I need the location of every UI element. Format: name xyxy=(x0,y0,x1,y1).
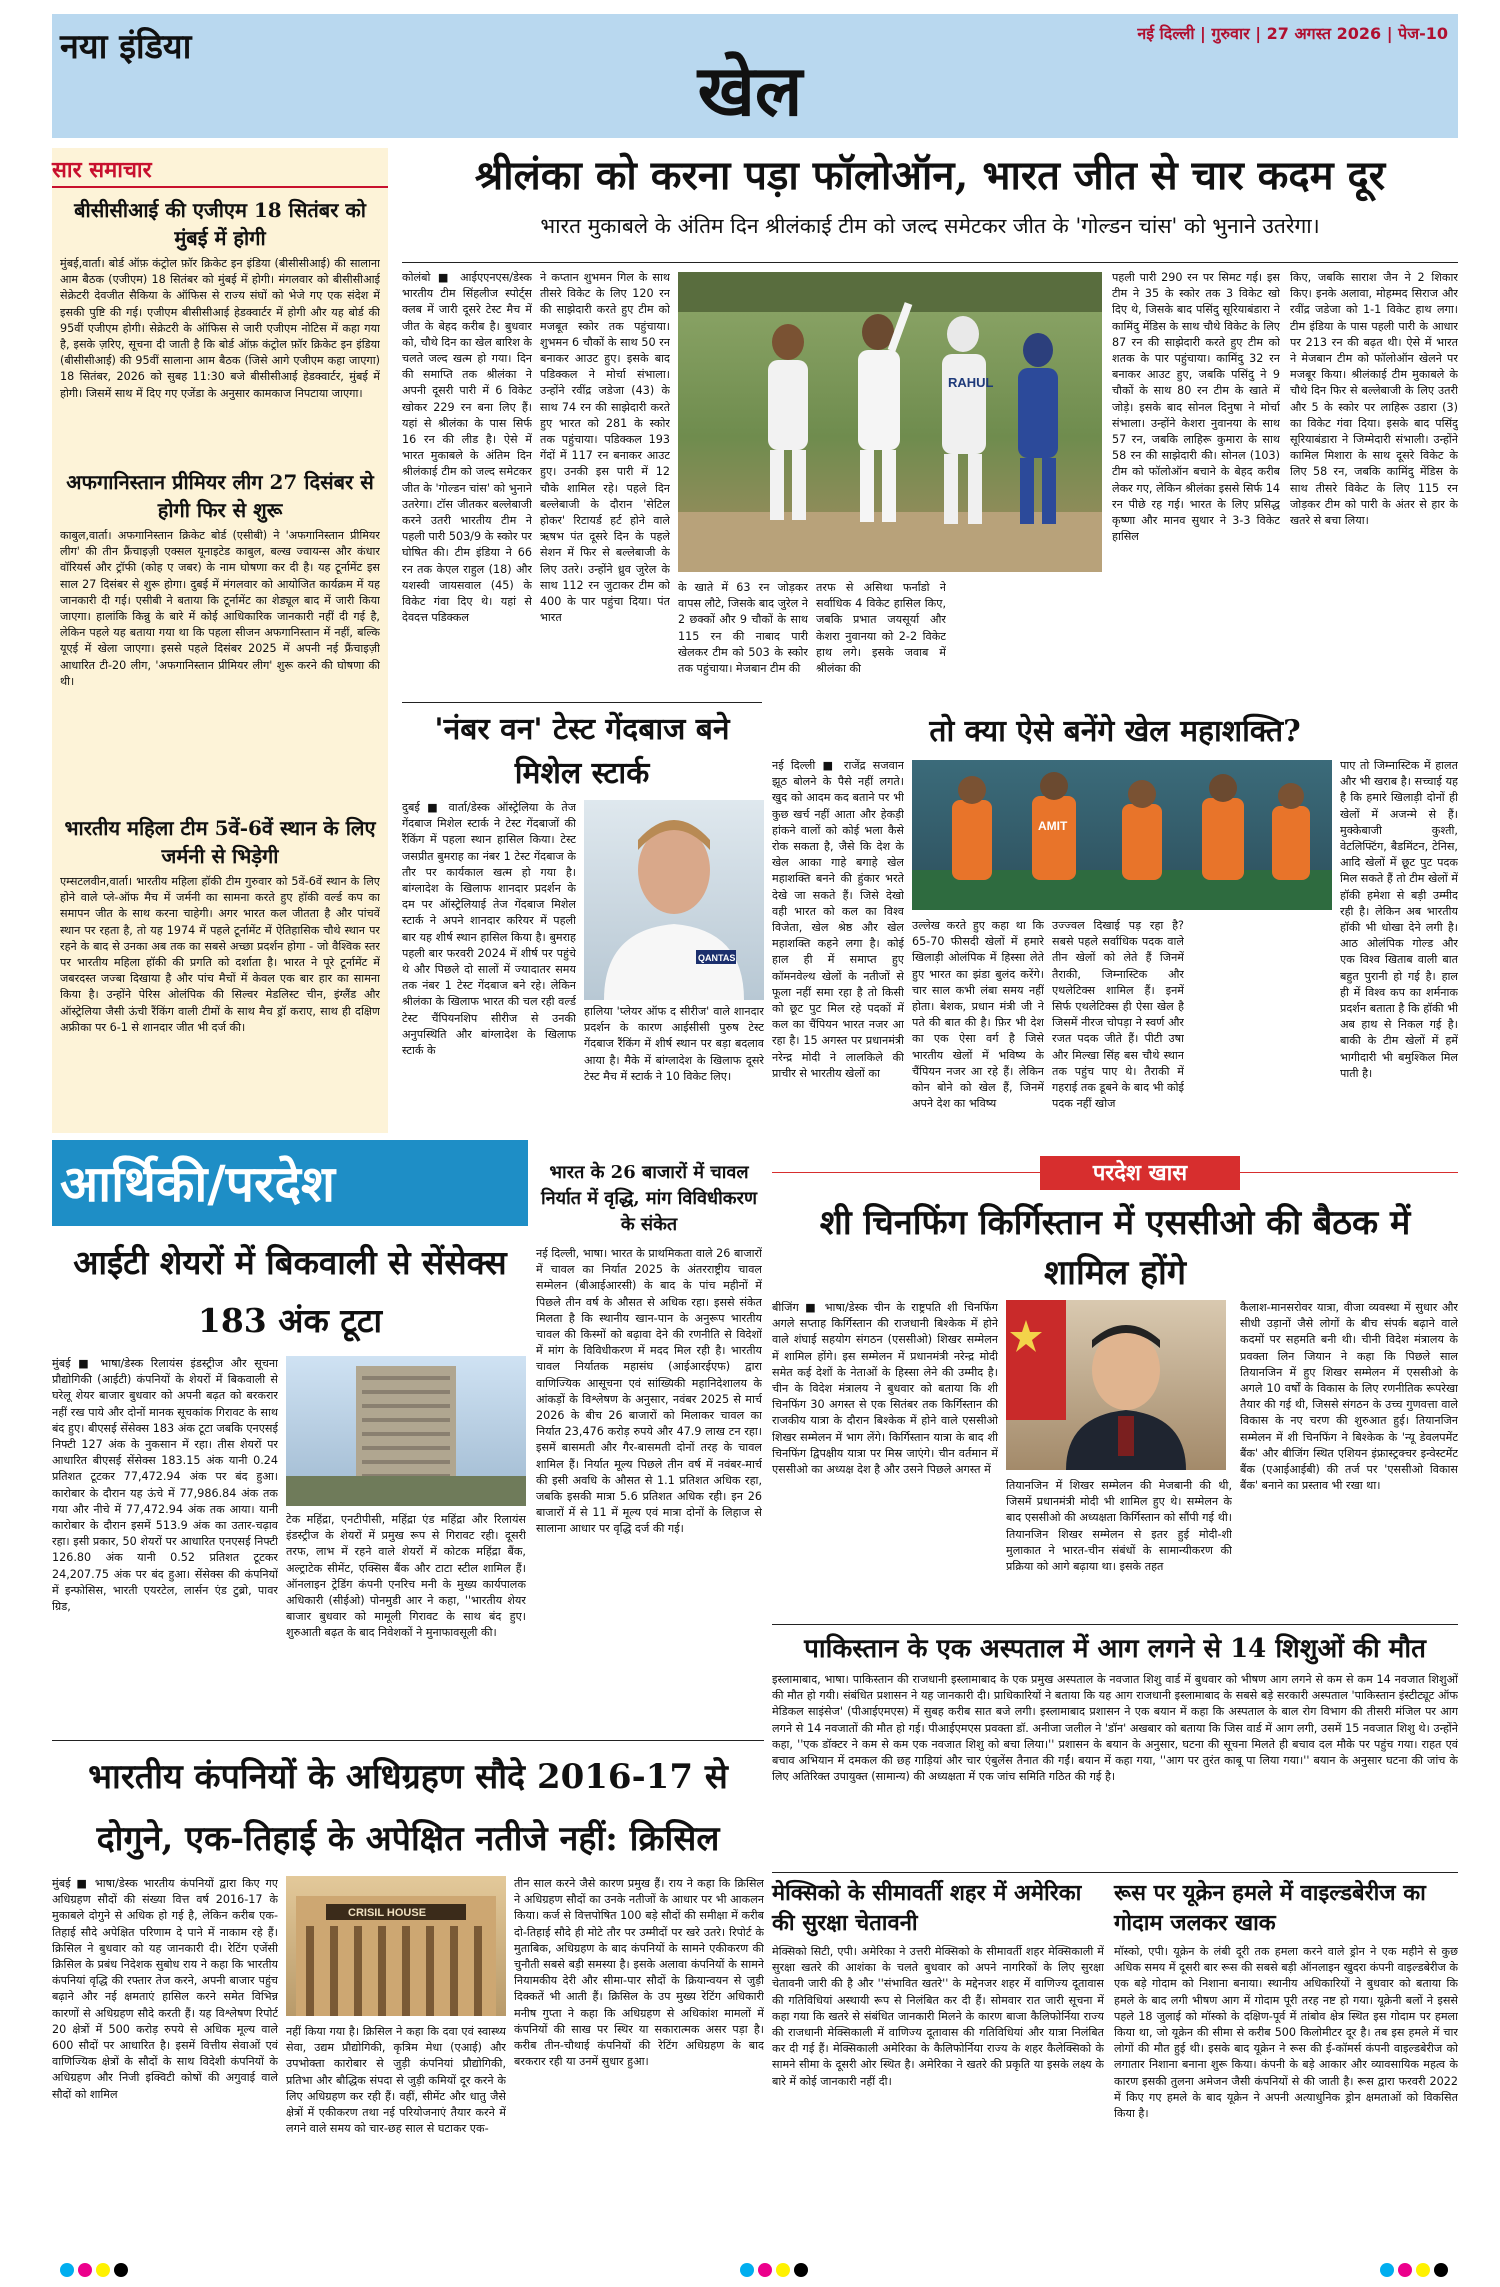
mahashakti-col-2: उल्लेख करते हुए कहा था कि 65-70 फीसदी खेलों में हमारे खिलाड़ी ओलंपिक में हिस्सा लेते हुए भारत का झंडा बुलंद करेंगे। चार साल कभी लंबा समय नहीं होता। बेशक, प्रधान मंत्री जी ने पते की बात की है। फ़िर भी देश का एक ऐसा वर्ग है जिसे भारतीय खेलों में भविष्य के चैंपियन नजर आ रहे हैं। लेकिन कोन बोने को खेल हैं, जिनमें अपने देश का भविष्य xyxy=(912,919,1044,1111)
masthead-logo: नया इंडिया xyxy=(60,27,192,67)
city: नई दिल्ली xyxy=(1137,24,1195,43)
bowler-portrait-illustration xyxy=(584,800,764,1000)
mexico-body: मेक्सिको सिटी, एपी। अमेरिका ने उत्तरी मेक्सिको के सीमावर्ती शहर मेक्सिकाली में सुरक्षा खतरे की आशंका के चलते बुधवार को अपने नागरिकों के लिए सुरक्षा चेतावनी जारी की है और ''संभावित खतरे'' के मद्देनजर शहर में वाणिज्य दूतावास की गतिविधियां अस्थायी रूप से निलंबित कर दी हैं। सोमवार रात जारी सूचना में कहा गया कि खतरे से संबंधित जानकारी मिलने के कारण बाजा कैलिफोर्निया राज्य की राजधानी मेक्सिकाली में वाणिज्य दूतावास की गतिविधियां और यात्रा निलंबित कर दी गई हैं। मेक्सिकाली अमेरिका के कैलिफोर्निया राज्य के शहर कैलेक्सिको के सामने सीमा के दूसरी ओर स्थित है। अमेरिका ने खतरे की प्रकृति या इसके लक्ष्य के बारे में कोई जानकारी नहीं दी। xyxy=(772,1945,1104,2088)
pakistan-headline: पाकिस्तान के एक अस्पताल में आग लगने से 14 शिशुओं की मौत xyxy=(804,1634,1426,1664)
lead-col-3: के खाते में 63 रन जोड़कर वापस लौटे, जिसके बाद जुरेल ने 2 छक्कों और 9 चौकों के साथ 115 रन की नाबाद पारी खेलकर टीम को 503 के स्कोर तक पहुंचाया। मेजबान टीम की xyxy=(678,581,808,676)
brief-headline-3: भारतीय महिला टीम 5वें-6वें स्थान के लिए जर्मनी से भिड़ेगी xyxy=(64,816,376,868)
sponsor-logo-text: QANTAS xyxy=(698,953,736,963)
sensex-col-1: मुंबई ■ भाषा/डेस्क रिलायंस इंडस्ट्रीज और सूचना प्रौद्योगिकी (आईटी) कंपनियों के शेयरों में बिकवाली से घरेलू शेयर बाजार बुधवार को अपनी बढ़त को बरकरार नहीं रख पाये और दोनों मानक सूचकांक गिरावट के साथ बंद हुए। बीएसई सेंसेक्स 183 अंक टूटा जबकि एनएसई निफ्टी 127 अंक के नुकसान में रहा। तीस शेयरों पर आधारित बीएसई सेंसेक्स 183.15 अंक यानी 0.24 प्रतिशत टूटकर 77,472.94 अंक पर बंद हुआ। कारोबार के दौरान यह ऊंचे में 77,986.84 अंक तक गया और नीचे में 77,472.94 अंक तक आया। यानी कारोबार के दौरान इसमें 513.9 अंक का उतार-चढ़ाव रहा। इसी प्रकार, 50 शेयरों पर आधारित एनएसई निफ्टी 126.80 अंक यानी 0.52 प्रतिशत टूटकर 24,207.75 अंक पर बंद हुआ। सेंसेक्स की कंपनियों में इन्फोसिस, भारती एयरटेल, लार्सन एंड टुब्रो, पावर ग्रिड, xyxy=(52,1357,278,1614)
crisil-col-1: मुंबई ■ भाषा/डेस्क भारतीय कंपनियों द्वारा किए गए अधिग्रहण सौदों की संख्या वित्त वर्ष 2016-17 के मुकाबले दोगुने से अधिक हो गई है, लेकिन करीब एक-तिहाई सौदे अपेक्षित परिणाम दे पाने में नाकाम रहे हैं। क्रिसिल ने बुधवार को यह जानकारी दी। रेटिंग एजेंसी क्रिसिल के प्रबंध निदेशक सुबोध राय ने कहा कि भारतीय कंपनियां वृद्धि की रफ्तार तेज करने, अपनी बाजार पहुंच बढ़ाने और नई क्षमताएं हासिल करने समेत विभिन्न कारणों से अधिग्रहण सौदे करती हैं। यह विश्लेषण रिपोर्ट 20 क्षेत्रों में 500 करोड़ रुपये से अधिक मूल्य वाले 600 सौदों पर आधारित है। इसमें वित्तीय सेवाओं एवं वाणिज्यिक क्षेत्रों के सौदों के साथ विदेशी कंपनियों के अधिग्रहण और निजी इक्विटी कोषों की अगुवाई वाले सौदों को शामिल xyxy=(52,1877,278,2101)
page-info: नई दिल्ली | गुरुवार | 27 अगस्त 2026 | पेज-10 xyxy=(1137,24,1448,43)
lead-col-4: तरफ से असिथा फर्नांडो ने सर्वाधिक 4 विकेट हासिल किए, जबकि प्रभात जयसूर्या और केशरा नुवानया को 2-2 विकेट हाथ लगे। इसके जवाब में श्रीलंका की xyxy=(816,581,946,676)
bottom-rule xyxy=(772,1872,1458,1873)
cricket-players-illustration xyxy=(678,272,1102,572)
brief-body-3: एम्सटलवीन,वार्ता। भारतीय महिला हॉकी टीम गुरुवार को 5वें-6वें स्थान के लिए होने वाले प्ले-ऑफ मैच में जर्मनी का सामना करते हुए हॉकी वर्ल्ड कप का समापन जीत के साथ करना चाहेगी। अगर भारत कल जीतता है और पांचवें स्थान पर रहता है, तो यह 1974 में पहले टूर्नामेंट में ऐतिहासिक चौथे स्थान पर रहने के बाद से उनका अब तक का सबसे अच्छा प्रदर्शन होगा - जो वैश्विक स्तर पर भारतीय महिला हॉकी की प्रगति को दर्शाता है। भारत ने पूरे टूर्नामेंट में जबरदस्त जज्बा दिखाया है और पांच मैचों में केवल एक बार हार का सामना किया है। उन्होंने पेरिस ओलंपिक की सिल्वर मेडलिस्ट चीन, इंग्लैंड और ऑस्ट्रेलिया जैसी ऊंची रैंकिंग वाली टीमों के साथ मैच ड्रॉ कराए, साथ ही दक्षिण अफ्रीका पर 6-1 से शानदार जीत भी दर्ज की। xyxy=(60,875,380,1034)
mahashakti-col-3: उज्ज्वल दिखाई पड़ रहा है? सबसे पहले सर्वाधिक पदक वाले तीन खेलों को लेते हैं जिनमें तैराकी, जिम्नास्टिक और एथलेटिक्स शामिल हैं। इनमें सिर्फ एथलेटिक्स ही ऐसा खेल है जिसमें नीरज चोपड़ा ने स्वर्ण और रजत पदक जीते हैं। पीटी उषा और मिल्खा सिंह बस चौथे स्थान तक पहुंच पाए थे। तैराकी में गहराई तक डूबने के बाद भी कोई पदक नहीं खोज xyxy=(1052,919,1184,1111)
lead-col-6: किए, जबकि साराश जैन ने 2 शिकार किए। इनके अलावा, मोहम्मद सिराज और रवींद्र जडेजा को 1-1 विकेट हाथ लगा। टीम इंडिया के पास पहली पारी के आधार पर 213 रन की बढ़त थी। ऐसे में भारत ने मेजबान टीम को फॉलोऑन खेलने पर मजबूर किया। श्रीलंकाई टीम मुकाबले के चौथे दिन फिर से बल्लेबाजी के लिए उतरी और 5 के स्कोर पर लाहिरू उडारा (3) का विकेट गंवा दिया। इसके बाद पसिंदु सूरियाबंडारा ने जिम्मेदारी संभाली। उन्होंने कामिल मिशारा के साथ दूसरे विकेट के लिए 58 रन, जबकि कामिंदु मेंडिस के साथ तीसरे विकेट के लिए 115 रन जोड़कर टीम को पारी के अंतर से हार के खतरे से बचा लिया। xyxy=(1290,271,1458,528)
leader-portrait-illustration xyxy=(1006,1300,1226,1470)
pakistan-rule xyxy=(772,1624,1458,1625)
crisil-building-photo xyxy=(286,1876,506,2016)
weekday: गुरुवार xyxy=(1211,24,1250,43)
jersey-name: RAHUL xyxy=(948,375,994,390)
brief-headline-1: बीसीसीआई की एजीएम 18 सितंबर को मुंबई में होगी xyxy=(74,198,366,250)
economy-band-title: आर्थिकी/परदेश xyxy=(60,1154,336,1213)
starc-body: दुबई ■ वार्ता/डेस्क ऑस्ट्रेलिया के तेज गेंदबाज मिशेल स्टार्क ने टेस्ट गेंदबाजों की रैंकिंग में पहला स्थान हासिल किया। टेस्ट जसप्रीत बुमराह का नंबर 1 टेस्ट गेंदबाज के तौर पर कार्यकाल खत्म हो गया है। बांग्लादेश के खिलाफ शानदार प्रदर्शन के दम पर ऑस्ट्रेलियाई तेज गेंदबाज मिशेल स्टार्क ने अपने शानदार करियर में पहली बार यह शीर्ष स्थान हासिल किया है। बुमराह पहली बार फरवरी 2024 में शीर्ष पर पहुंचे थे और पिछले दो सालों में ज्यादातर समय तक नंबर 1 टेस्ट गेंदबाज बने रहे। लेकिन श्रीलंका के खिलाफ भारत की चल रही वर्ल्ड टेस्ट चैंपियनशिप सीरीज से उनकी अनुपस्थिति और बांग्लादेश के खिलाफ स्टार्क के xyxy=(402,801,576,1058)
lead-col-5: पहली पारी 290 रन पर सिमट गई। इस टीम ने 35 के स्कोर तक 3 विकेट खो दिए थे, जिसके बाद पसिंदु सूरियाबंडारा ने कामिंदु मेंडिस के साथ चौथे विकेट के लिए 87 रन की साझेदारी करते हुए टीम को शतक के पार पहुंचाया। कामिंदु 32 रन बनाकर आउट हुए, जबकि पसिंदु ने 9 चौकों के साथ 80 रन टीम के खाते में जोड़े। इसके बाद सोनल दिनुषा ने मोर्चा संभाला। उन्होंने केशरा नुवानया के साथ 57 रन, जबकि लाहिरू कुमारा के साथ 58 रन की साझेदारी की। सोनल (103) टीम को फॉलोऑन बचाने के बेहद करीब लेकर गए, लेकिन श्रीलंका इससे सिर्फ 14 रन पीछे रह गई। भारत के लिए प्रसिद्ध कृष्णा और मानव सुथार ने 3-3 विकेट हासिल xyxy=(1112,271,1280,544)
pardesh-tag: परदेश खास xyxy=(1040,1156,1240,1190)
rice-headline: भारत के 26 बाजारों में चावल निर्यात में वृद्धि, मांग विविधीकरण के संकेत xyxy=(541,1162,757,1235)
lead-subhead: भारत मुकाबले के अंतिम दिन श्रीलंकाई टीम को जल्द समेटकर जीत के 'गोल्डन चांस' को भुनाने उतरेगा। xyxy=(540,214,1320,238)
pardesh-headline: शी चिनफिंग किर्गिस्तान में एससीओ की बैठक में शामिल होंगे xyxy=(819,1203,1411,1293)
ukraine-body: मॉस्को, एपी। यूक्रेन के लंबी दूरी तक हमला करने वाले ड्रोन ने एक महीने से कुछ अधिक समय में दूसरी बार रूस की सबसे बड़ी ऑनलाइन खुदरा कंपनी वाइल्डबेरीज के एक बड़े गोदाम को निशाना बनाया। स्थानीय अधिकारियों ने बुधवार को बताया कि हमले के बाद लगी भीषण आग में गोदाम पूरी तरह नष्ट हो गया। यूक्रेनी बलों ने इससे पहले 18 जुलाई को मॉस्को के दक्षिण-पूर्व में तांबोव क्षेत्र स्थित इस गोदाम पर हमला किया था, जो यूक्रेन की सीमा से करीब 500 किलोमीटर दूर है। तब इस हमले में चार लोगों की मौत हुई थी। इसके बाद यूक्रेन ने रूस की ई-कॉमर्स कंपनी वाइल्डबेरीज को लगातार निशाना बनाना शुरू किया। कंपनी के बड़े आकार और व्यावसायिक महत्व के कारण इसकी तुलना अमेजन जैसी कंपनियों से की जाती है। रूस द्वारा फरवरी 2022 में किए गए हमले के बाद यूक्रेन ने अपनी अत्याधुनिक ड्रोन क्षमताओं को विकसित किया है। xyxy=(1114,1945,1458,2121)
rice-body: नई दिल्ली, भाषा। भारत के प्राथमिकता वाले 26 बाजारों में चावल का निर्यात 2025 के अंतरराष्ट्रीय चावल सम्मेलन (बीआईआरसी) के बाद के पांच महीनों में पिछले तीन वर्ष के औसत से अधिक रहा। इससे संकेत मिलता है कि स्थानीय खान-पान के अनुरूप भारतीय चावल की किस्मों को बढ़ावा देने की रणनीति से विदेशों में मांग के विविधीकरण में मदद मिल रही है। भारतीय चावल निर्यातक महासंघ (आईआरईएफ) द्वारा वाणिज्यिक आसूचना एवं सांख्यिकी महानिदेशालय के आंकड़ों के विश्लेषण के अनुसार, नवंबर 2025 से मार्च 2026 के बीच 26 बाजारों को मिलाकर चावल का निर्यात 23,476 करोड़ रुपये और 47.9 लाख टन रहा। इसमें बासमती और गैर-बासमती दोनों तरह के चावल शामिल हैं। निर्यात मूल्य पिछले तीन वर्ष में नवंबर-मार्च की इसी अवधि के औसत से 1.1 प्रतिशत अधिक रहा, जबकि इसकी मात्रा 5.6 प्रतिशत अधिक रही। इन 26 बाजारों में से 11 में मूल्य एवं मात्रा दोनों के लिहाज से सालाना आधार पर वृद्धि दर्ज की गई। xyxy=(536,1247,762,1536)
brief-body-1: मुंबई,वार्ता। बोर्ड ऑफ़ कंट्रोल फ़ॉर क्रिकेट इन इंडिया (बीसीसीआई) की सालाना आम बैठक (एजीएम) 18 सितंबर को मुंबई में होगी। मंगलवार को बीसीसीआई सेक्रेटरी देवजीत सैकिया के ऑफिस से राज्य संघों को भेजे गए एक संदेश में इसकी पुष्टि की गई। एजीएम बीसीसीआई हेडक्वार्टर में होगी और यह बोर्ड की 95वीं एजीएम होगी। सेक्रेटरी के ऑफिस से जारी एजीएम नोटिस में कहा गया है, इसके ज़रिए, सूचना दी जाती है कि बोर्ड ऑफ़ कंट्रोल फ़ॉर क्रिकेट इन इंडिया (बीसीसीआई) की 95वीं सालाना आम बैठक (जिसे आगे एजीएम कहा जाएगा) 18 सितंबर, 2026 को सुबह 11:30 बजे बीसीसीआई हेडक्वार्टर, मुंबई में होगी। जिसमें साथ में दिए गए एजेंडा के अनुसार कामकाज निपटाया जाएगा। xyxy=(60,257,380,400)
building-sign: CRISIL HOUSE xyxy=(348,1907,427,1919)
mahashakti-col-1: नई दिल्ली ■ राजेंद्र सजवान झूठ बोलने के पैसे नहीं लगते। खुद को आदम कद बताने पर भी कुछ खर्च नहीं आता और हेकड़ी हांकने वालों को कोई भला कैसे रोक सकता है, जैसे कि देश के खेल आका गाहे बगाहे खेल महाशक्ति बनने की हुंकार भरते देखे जा सकते हैं। जिसे देखो वही भारत को कल का विश्व विजेता, खेल श्रेष्ठ और खेल महाशक्ति कहने लगा है। कोई हाल ही में समाप्त हुए कॉमनवेल्थ खेलों के नतीजों से फूला नहीं समा रहा है तो किसी को छूट पुट मिल रहे पदकों में कल का चैंपियन भारत नजर आ रहा है। 15 अगस्त पर प्रधानमंत्री नरेन्द्र मोदी ने लालकिले की प्राचीर से भारतीय खेलों का xyxy=(772,759,904,1080)
cricket-photo xyxy=(678,272,1102,572)
bse-building-photo xyxy=(286,1356,526,1506)
crisil-headline: भारतीय कंपनियों के अधिग्रहण सौदे 2016-17 से दोगुने, एक-तिहाई के अपेक्षित नतीजे नहीं: क्रिसिल xyxy=(88,1757,728,1859)
sidebar-title-rule xyxy=(52,186,388,188)
crisil-rule xyxy=(52,1740,764,1741)
starc-caption: हालिया 'प्लेयर ऑफ द सीरीज' वाले शानदार प्रदर्शन के कारण आईसीसी पुरुष टेस्ट गेंदबाज रैंकिंग में शीर्ष स्थान पर बड़ा बदलाव आया है। मैके में बांग्लादेश के खिलाफ दूसरे टेस्ट मैच में स्टार्क ने 10 विकेट लिए। xyxy=(584,1005,764,1083)
pardesh-col-1: बीजिंग ■ भाषा/डेस्क चीन के राष्ट्रपति शी चिनफिंग अगले सप्ताह किर्गिस्तान की राजधानी बिश्केक में होने वाले शंघाई सहयोग संगठन (एससीओ) शिखर सम्मेलन में शामिल होंगे। इस सम्मेलन में प्रधानमंत्री नरेन्द्र मोदी समेत कई देशों के नेताओं के हिस्सा लेने की उम्मीद है। चीन के विदेश मंत्रालय ने बुधवार को बताया कि शी चिनफिंग 30 अगस्त से एक सितंबर तक किर्गिस्तान की राजकीय यात्रा के दौरान बिश्केक में होने वाले एससीओ शिखर सम्मेलन में भाग लेंगे। किर्गिस्तान यात्रा के बाद शी चिनफिंग द्विपक्षीय यात्रा पर मिस्र जाएंगे। चीन वर्तमान में एससीओ का अध्यक्ष देश है और उसने पिछले अगस्त में xyxy=(772,1301,998,1477)
lead-headline: श्रीलंका को करना पड़ा फॉलोऑन, भारत जीत से चार कदम दूर xyxy=(474,152,1386,199)
pardesh-col-2: तियानजिन में शिखर सम्मेलन की मेजबानी की थी, जिसमें प्रधानमंत्री मोदी भी शामिल हुए थे। सम्मेलन के बाद एससीओ की अध्यक्षता किर्गिस्तान को सौंपी गई थी। तियानजिन शिखर सम्मेलन से इतर हुई मोदी-शी मुलाकात ने भारत-चीन संबंधों के सामान्यीकरण की प्रक्रिया को आगे बढ़ाया था। इसके तहत xyxy=(1006,1479,1232,1574)
mahashakti-col-4: पाए तो जिम्नास्टिक में हालत और भी खराब है। सच्चाई यह है कि हमारे खिलाड़ी दोनों ही खेलों में अजन्मे से हैं। मुक्केबाजी कुश्ती, वेटलिफ्टिंग, बैडमिंटन, टेनिस, आदि खेलों में छूट पुट पदक मिल सकते हैं तो टीम खेलों में हॉकी हमेशा से बड़ी उम्मीद रही है। लेकिन अब भारतीय हॉकी भी धोखा देने लगी है। आठ ओलंपिक गोल्ड और एक विश्व खिताब वाली बात बहुत पुरानी हो गई है। हाल ही में विश्व कप का शर्मनाक प्रदर्शन बताता है कि हॉकी भी अब हाथ से निकल गई है। बाकी के टीम खेलों में हमें भागीदारी भी बमुश्किल मिल पाती है। xyxy=(1340,759,1458,1080)
starc-rule xyxy=(402,702,762,703)
registration-marks-right xyxy=(1380,2262,1452,2281)
ukraine-headline: रूस पर यूक्रेन हमले में वाइल्डबेरीज का गोदाम जलकर खाक xyxy=(1114,1880,1426,1936)
registration-marks-center xyxy=(740,2262,812,2281)
page-number: पेज-10 xyxy=(1398,24,1448,43)
section-title: खेल xyxy=(697,49,803,132)
lead-rule xyxy=(402,262,1458,263)
lead-col-2: ने कप्तान शुभमन गिल के साथ तीसरे विकेट के लिए 120 रन की साझेदारी करते हुए टीम को मजबूत स्कोर तक पहुंचाया। शुभमन 6 चौकों के साथ 50 रन बनाकर आउट हुए। इसके बाद पडिक्कल ने मोर्चा संभाला। उन्होंने रवींद्र जडेजा (43) के साथ 74 रन की साझेदारी करते हुए भारत को 281 के स्कोर तक पहुंचाया। पडिक्कल 193 गेंदों में 117 रन बनाकर आउट हुए। उनकी इस पारी में 12 चौके शामिल रहे। पहले दिन बल्लेबाजी के दौरान 'सेटिल होकर' रिटायर्ड हर्ट होने वाले ऋषभ पंत दूसरे दिन के पहले सेशन में फिर से बल्लेबाजी के लिए उतरे। उन्होंने ध्रुव जुरेल के साथ 112 रन जुटाकर टीम को 400 के पार पहुंचा दिया। पंत भारत xyxy=(540,271,670,625)
hockey-jersey-name: AMIT xyxy=(1038,819,1068,833)
pakistan-body: इस्लामाबाद, भाषा। पाकिस्तान की राजधानी इस्लामाबाद के एक प्रमुख अस्पताल के नवजात शिशु वार्ड में बुधवार को भीषण आग लगने से कम से कम 14 नवजात शिशुओं की मौत हो गयी। संबंधित प्रशासन ने यह जानकारी दी। प्राधिकारियों ने बताया कि यह आग राजधानी इस्लामाबाद के सबसे बड़े सरकारी अस्पताल 'पाकिस्तान इंस्टीट्यूट ऑफ मेडिकल साइंसेज' (पीआईएमएस) में सुबह करीब सात बजे लगी। इस्लामाबाद प्रशासन ने एक बयान में कहा कि अस्पताल के बाल रोग विभाग की तीसरी मंजिल पर आग लगने से 14 नवजातों की मौत हो गई। पीआईएमएस प्रवक्ता डॉ. अनीजा जलील ने 'डॉन' अखबार को बताया कि जिस वार्ड में आग लगी, उसमें 15 नवजात शिशु थे। उन्होंने कहा, ''एक डॉक्टर ने कम से कम एक नवजात शिशु को बचा लिया।'' प्रशासन के बयान के अनुसार, घटना की सूचना मिलते ही बचाव दल मौके पर पहुंच गया। राहत एवं बचाव अभियान में दमकल की छह गाड़ियां और चार एंबुलेंस तैनात की गईं। बयान में कहा गया, ''आग पर तुरंत काबू पा लिया गया।'' बयान के अनुसार घटना की जांच के लिए अतिरिक्त उपायुक्त (सामान्य) की अध्यक्षता में एक जांच समिति गठित की गई है। xyxy=(772,1673,1458,1784)
sidebar-title: सार समाचार xyxy=(52,157,152,183)
date: 27 अगस्त 2026 xyxy=(1266,24,1382,43)
crisil-col-3: तीन साल करने जैसे कारण प्रमुख हैं। राय ने कहा कि क्रिसिल ने अधिग्रहण सौदों का उनके नतीजों के आधार पर भी आकलन किया। कर्ज से वित्तपोषित 100 बड़े सौदों की समीक्षा में करीब दो-तिहाई सौदे ही मोटे तौर पर उम्मीदों पर खरे उतरे। रिपोर्ट के मुताबिक, अधिग्रहण के बाद कंपनियों के सामने एकीकरण की चुनौती सबसे बड़ी समस्या है। इसके अलावा कंपनियों के सामने नियामकीय देरी और सीमा-पार सौदों के क्रियान्वयन से जुड़ी दिक्कतें भी आती हैं। क्रिसिल के उप मुख्य रेटिंग अधिकारी मनीष गुप्ता ने कहा कि अधिग्रहण से अधिकांश मामलों में कंपनियों की साख पर स्थिर या सकारात्मक असर पड़ा है। करीब तीन-चौथाई कंपनियों की रेटिंग अधिग्रहण के बाद बरकरार रही या उनमें सुधार हुआ। xyxy=(514,1877,764,2069)
sensex-col-2: टेक महिंद्रा, एनटीपीसी, महिंद्रा एंड महिंद्रा और रिलायंस इंडस्ट्रीज के शेयरों में प्रमुख रूप से गिरावट रही। दूसरी तरफ, लाभ में रहने वाले शेयरों में कोटक महिंद्रा बैंक, अल्ट्राटेक सीमेंट, एक्सिस बैंक और टाटा स्टील शामिल हैं। ऑनलाइन ट्रेडिंग कंपनी एनरिच मनी के मुख्य कार्यपालक अधिकारी (सीईओ) पोनमुडी आर ने कहा, ''भारतीय शेयर बाजार बुधवार को मामूली गिरावट के साथ बंद हुए। शुरुआती बढ़त के बाद निवेशकों ने मुनाफावसूली की। xyxy=(286,1513,526,1640)
xi-jinping-photo xyxy=(1006,1300,1226,1470)
crisil-col-2: नहीं किया गया है। क्रिसिल ने कहा कि दवा एवं स्वास्थ्य सेवा, उद्यम प्रौद्योगिकी, कृत्रिम मेधा (एआई) और उपभोक्ता कारोबार से जुड़ी कंपनियां प्रौद्योगिकी, प्रतिभा और बौद्धिक संपदा से जुड़ी कमियों दूर करने के लिए अधिग्रहण कर रही हैं। वहीं, सीमेंट और धातु जैसे क्षेत्रों में एकीकरण तथा नई परियोजनाएं तैयार करने में लगने वाले समय को चार-छह साल से घटाकर एक- xyxy=(286,2025,506,2136)
hockey-players-illustration xyxy=(912,760,1332,910)
hockey-photo xyxy=(912,760,1332,910)
registration-marks-left xyxy=(60,2262,132,2281)
sensex-headline: आईटी शेयरों में बिकवाली से सेंसेक्स 183 अंक टूटा xyxy=(73,1243,507,1340)
mexico-headline: मेक्सिको के सीमावर्ती शहर में अमेरिका की सुरक्षा चेतावनी xyxy=(772,1880,1082,1936)
bse-tower-illustration xyxy=(286,1356,526,1506)
crisil-house-illustration xyxy=(286,1876,506,2016)
lead-col-1: कोलंबो ■ आईएएनएस/डेस्क भारतीय टीम सिंहलीज स्पोर्ट्स क्लब में जारी दूसरे टेस्ट मैच में जीत के बेहद करीब है। बुधवार को, चौथे दिन का खेल बारिश के चलते जल्द खत्म हो गया। दिन की समाप्ति तक श्रीलंका ने अपनी दूसरी पारी में 6 विकेट खोकर 229 रन बना लिए हैं। यहां से श्रीलंका के पास सिर्फ 16 रन की लीड है। ऐसे में भारत मुकाबले के अंतिम दिन श्रीलंकाई टीम को जल्द समेटकर जीत के 'गोल्डन चांस' को भुनाने उतरेगा। टॉस जीतकर बल्लेबाजी करने उतरी भारतीय टीम ने पहली पारी 503/9 के स्कोर पर घोषित की। टीम इंडिया ने 66 रन तक केएल राहुल (18) और यशस्वी जायसवाल (45) के विकेट गंवा दिए थे। यहां से देवदत्त पडिक्कल xyxy=(402,271,532,625)
pardesh-col-3: कैलाश-मानसरोवर यात्रा, वीजा व्यवस्था में सुधार और सीधी उड़ानों जैसे लोगों के बीच संपर्क बढ़ाने वाले कदमों पर सहमति बनी थी। चीनी विदेश मंत्रालय के प्रवक्ता लिन जियान ने कहा कि पिछले साल तियानजिन में हुए शिखर सम्मेलन में एससीओ के अगले 10 वर्षों के विकास के लिए रणनीतिक रूपरेखा तैयार की गई थी, जिससे संगठन के उच्च गुणवत्ता वाले विकास के नए चरण की शुरुआत हुई। तियानजिन सम्मेलन में शी चिनफिंग ने बिश्केक के 'न्यू डेवलपमेंट बैंक' और बीजिंग स्थित एशियन इंफ्रास्ट्रक्चर इन्वेस्टमेंट बैंक (एआईआईबी) की तर्ज पर 'एससीओ विकास बैंक' बनाने का प्रस्ताव भी रखा था। xyxy=(1240,1301,1458,1493)
starc-photo xyxy=(584,800,764,1000)
starc-headline: 'नंबर वन' टेस्ट गेंदबाज बने मिशेल स्टार्क xyxy=(434,712,730,791)
mahashakti-headline: तो क्या ऐसे बनेंगे खेल महाशक्ति? xyxy=(929,714,1301,749)
brief-body-2: काबुल,वार्ता। अफगानिस्तान क्रिकेट बोर्ड (एसीबी) ने 'अफगानिस्तान प्रीमियर लीग' की तीन फ्रैंचाइज़ी एक्सल यूनाइटेड काबुल, बल्ख ज्वायन्स और कंधार वॉरियर्स और ट्रॉफी (कोह ए जबर) के नाम घोषणा कर दी है। यह टूर्नामेंट इस साल 27 दिसंबर से शुरू होगा। दुबई में मंगलवार को आयोजित कार्यक्रम में यह जानकारी दी गई। एसीबी ने बताया कि टूर्नामेंट का शेड्यूल बाद में जारी किया जाएगा। हालांकि किन्नु के बारे में कोई आधिकारिक जानकारी नहीं दी गई है, लेकिन पहले यह बताया गया था कि पहला सीजन अफगानिस्तान में नहीं, बल्कि यूएई में खेला जाएगा। इससे पहले दिसंबर 2025 में अपनी नई फ्रैंचाइज़ी आधारित टी-20 लीग, 'अफगानिस्तान प्रीमियर लीग' शुरू करने की घोषणा की थी। xyxy=(60,529,380,688)
brief-headline-2: अफगानिस्तान प्रीमियर लीग 27 दिसंबर से होगी फिर से शुरू xyxy=(66,470,374,522)
